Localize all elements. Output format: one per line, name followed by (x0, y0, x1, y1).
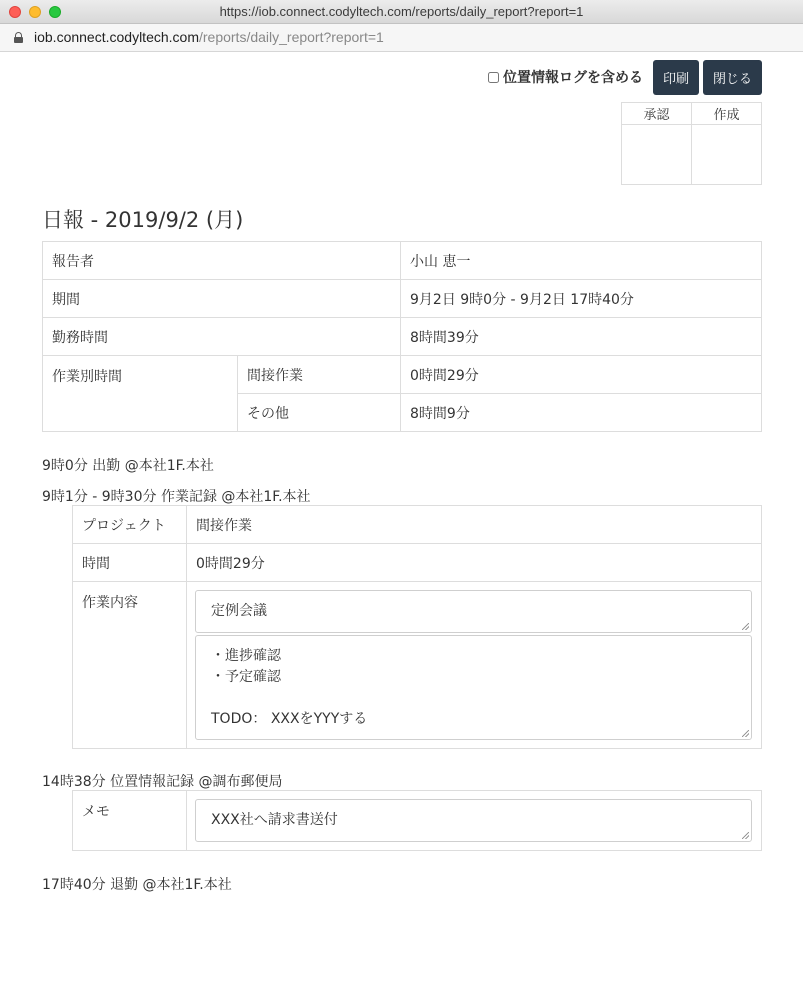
url-path: /reports/daily_report?report=1 (198, 29, 384, 45)
task-name: 間接作業 (238, 356, 401, 394)
task-time: 8時間9分 (401, 394, 762, 432)
report-page (0, 52, 803, 986)
approve-stamp-cell (622, 125, 692, 185)
table-row (43, 280, 762, 318)
approval-stamp-table (621, 102, 762, 185)
period-label: 期間 (43, 280, 401, 318)
table-row (73, 791, 762, 851)
window-title: https://iob.connect.codyltech.com/reports/daily_report?report=1 (219, 4, 584, 19)
project-label: プロジェクト (73, 506, 187, 544)
print-button[interactable]: 印刷 (653, 60, 699, 95)
work-record-heading: 9時1分 - 9時30分 作業記録 @本社1F.本社 (42, 489, 311, 505)
table-row (73, 506, 762, 544)
content-line: ・進捗確認 (211, 648, 281, 664)
address-bar (0, 24, 803, 52)
period-value: 9月2日 9時0分 - 9月2日 17時40分 (401, 280, 762, 318)
table-row (73, 582, 762, 749)
task-time: 0時間29分 (401, 356, 762, 394)
create-stamp-cell (692, 125, 762, 185)
time-value: 0時間29分 (187, 544, 762, 582)
task-name: その他 (238, 394, 401, 432)
clock-out-event: 17時40分 退勤 @本社1F.本社 (42, 877, 232, 893)
resize-handle-icon[interactable] (742, 832, 749, 839)
approve-header: 承認 (622, 103, 692, 125)
content-label: 作業内容 (73, 582, 187, 749)
content-line (211, 688, 736, 709)
task-time-label: 作業別時間 (43, 356, 238, 432)
memo-field[interactable] (195, 799, 752, 842)
summary-table (42, 241, 762, 432)
location-record-heading: 14時38分 位置情報記録 @調布郵便局 (42, 774, 283, 790)
table-row (73, 544, 762, 582)
lock-icon (14, 32, 23, 43)
include-location-option (488, 67, 643, 87)
reporter-label: 報告者 (43, 242, 401, 280)
page-title: 日報 - 2019/9/2 (月) (42, 208, 244, 232)
url-display (34, 29, 384, 45)
table-row (43, 318, 762, 356)
resize-handle-icon[interactable] (742, 730, 749, 737)
table-row (43, 242, 762, 280)
work-record-table (72, 505, 762, 749)
content-line: TODO： XXXをYYYする (211, 711, 368, 727)
content-title-text: 定例会議 (211, 603, 267, 619)
location-record-table (72, 790, 762, 851)
work-time-value: 8時間39分 (401, 318, 762, 356)
resize-handle-icon[interactable] (742, 623, 749, 630)
work-time-label: 勤務時間 (43, 318, 401, 356)
create-header: 作成 (692, 103, 762, 125)
clock-in-event: 9時0分 出勤 @本社1F.本社 (42, 458, 214, 474)
table-row (43, 356, 762, 394)
memo-label: メモ (73, 791, 187, 851)
content-body-field[interactable] (195, 635, 752, 740)
content-line: ・予定確認 (211, 669, 281, 685)
close-button[interactable]: 閉じる (703, 60, 762, 95)
memo-fields (187, 791, 762, 851)
include-location-label[interactable]: 位置情報ログを含める (502, 70, 643, 86)
time-label: 時間 (73, 544, 187, 582)
project-value: 間接作業 (187, 506, 762, 544)
content-title-field[interactable] (195, 590, 752, 633)
content-fields (187, 582, 762, 749)
report-toolbar (488, 59, 762, 95)
url-host: iob.connect.codyltech.com (34, 29, 199, 45)
include-location-checkbox[interactable] (488, 72, 499, 83)
memo-text: XXX社へ請求書送付 (211, 812, 338, 828)
reporter-value: 小山 恵一 (401, 242, 762, 280)
window-titlebar (0, 0, 803, 24)
